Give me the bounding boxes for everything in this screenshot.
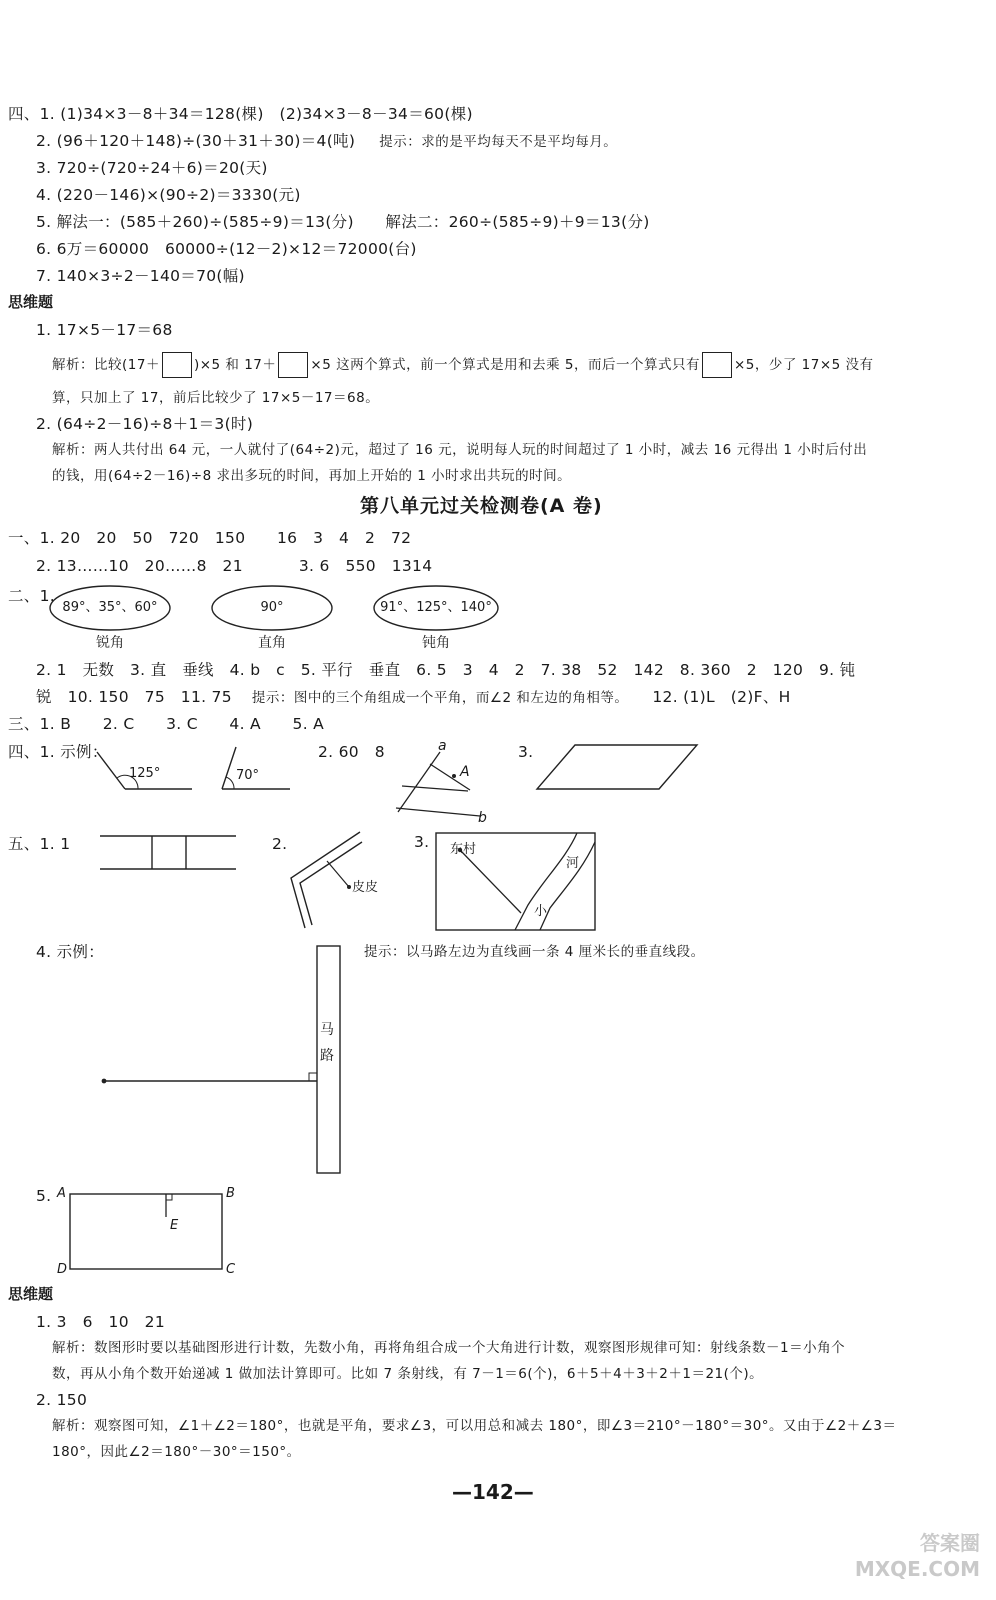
rect-label-B: B [226,1186,235,1201]
oval1-text: 89°、35°、60° [62,600,158,615]
unit8-s1-1: 一、1. 20 20 50 720 150 16 3 4 2 72 [8,529,412,547]
sec4-q7: 7. 140×3÷2－140＝70(幅) [36,267,245,285]
map-river: 河 [566,856,580,871]
label-b: b [478,810,487,826]
unit8-title: 第八单元过关检测卷(A 卷) [360,495,603,517]
think2-a1-exp2: 数，再从小角个数开始递减 1 做加法计算即可。比如 7 条射线，有 7－1＝6(个)，6＋5＋4＋3＋2＋1＝21(个)。 [52,1366,764,1382]
think2-a1-exp1: 解析：数图形时要以基础图形进行计数，先数小角，再将角组合成一个大角进行计数，观察图形规律可知：射线条数－1＝小角个 [52,1340,846,1356]
think2-a2-exp2: 180°，因此∠2＝180°－30°＝150°。 [52,1444,301,1460]
exp-part-a: 解析：比较(17＋ [52,357,160,373]
watermark-logo: 答案圈 MXQE.COM [854,1531,980,1581]
think1-a1: 1. 17×5－17＝68 [36,321,173,339]
unit8-s5-1: 五、1. 1 [8,835,71,853]
think1-a2-exp1: 解析：两人共付出 64 元，一人就付了(64÷2)元，超过了 16 元，说明每人玩的时间超过了 1 小时，减去 16 元得出 1 小时后付出 [52,442,868,458]
unit8-s2-tip: 提示：图中的三个角组成一个平角，而∠2 和左边的角相等。 [251,690,629,706]
oval3-text: 91°、125°、140° [380,600,492,615]
rect-label-A: A [57,1186,66,1201]
map-xiao: 小 [534,904,548,919]
unit8-s2-12: 12. (1)L (2)F、H [652,688,791,706]
unit8-s4-1: 四、1. 示例： [8,743,108,761]
rect-label-E: E [170,1218,179,1233]
sec4-q1: 四、1. (1)34×3－8＋34＝128(棵) (2)34×3－8－34＝60(棵) [8,105,473,123]
exp-part-b: )×5 和 17＋ [193,357,277,373]
unit8-s2-1: 二、1. [8,587,55,605]
angle70-label: 70° [236,768,260,783]
angle125-label: 125° [129,766,161,781]
label-A: A [460,764,470,780]
oval2-label: 直角 [258,635,286,651]
unit8-s5-2: 2. [272,835,288,853]
unit8-s5-4-tip: 提示：以马路左边为直线画一条 4 厘米长的垂直线段。 [364,944,705,960]
road-char-2: 路 [320,1048,334,1064]
unit8-s2-line1: 2. 1 无数 3. 直 垂线 4. b c 5. 平行 垂直 6. 5 3 4 2 7. 38 52 142 8. 360 2 120 9. 钝 [36,661,856,679]
page-number: —142— [452,1480,534,1504]
exp-part-c: ×5 这两个算式，前一个算式是用和去乘 5，而后一个算式只有 [310,357,700,373]
unit8-s2-line2-text: 锐 10. 150 75 11. 75 [36,688,232,706]
think1-a2-exp2: 的钱，用(64÷2－16)÷8 求出多玩的时间，再加上开始的 1 小时求出共玩的时间。 [52,468,572,484]
think2-a2: 2. 150 [36,1391,88,1409]
rectangle-ABCD [70,1194,222,1269]
unit8-s4-2: 2. 60 8 [318,743,385,761]
unit8-s1-3: 3. 6 550 1314 [298,557,433,575]
map-village: 东村 [450,842,477,857]
sec4-q2-text: 2. (96＋120＋148)÷(30＋31＋30)＝4(吨) [36,132,356,150]
rect-label-D: D [57,1262,68,1277]
think1-a2: 2. (64÷2－16)÷8＋1＝3(时) [36,415,254,433]
right-angle-mark-e [166,1194,172,1200]
exp-part-d: ×5，少了 17×5 没有 [733,357,874,373]
oval2-text: 90° [260,600,284,615]
unit8-s1-2-text: 2. 13……10 20……8 21 [36,557,243,575]
rect-label-C: C [226,1262,236,1277]
unit8-s5-5: 5. [36,1187,52,1205]
sec4-q2-tip: 提示：求的是平均每天不是平均每月。 [379,134,618,150]
label-a: a [438,738,447,754]
unit8-s3: 三、1. B 2. C 3. C 4. A 5. A [8,715,325,733]
unit8-s5-4: 4. 示例： [36,943,105,961]
sec4-q4: 4. (220－146)×(90÷2)＝3330(元) [36,186,301,204]
think1-a1-exp2: 算，只加上了 17，前后比较少了 17×5－17＝68。 [52,390,380,406]
think2-a1: 1. 3 6 10 21 [36,1313,165,1331]
think2-heading: 思维题 [8,1285,54,1303]
oval1-label: 锐角 [96,635,124,651]
oval3-label: 钝角 [422,635,450,651]
sec4-q5: 5. 解法一：(585＋260)÷(585÷9)＝13(分) 解法二：260÷(585÷9)＋9＝13(分) [36,213,650,231]
sec4-q6: 6. 6万＝60000 60000÷(12－2)×12＝72000(台) [36,240,417,258]
road-char-1: 马 [320,1022,334,1038]
think2-a2-exp1: 解析：观察图可知，∠1＋∠2＝180°，也就是平角，要求∠3，可以用总和减去 180°，即∠3＝210°－180°＝30°。又由于∠2＋∠3＝ [52,1418,897,1434]
sec4-q3: 3. 720÷(720÷24＋6)＝20(天) [36,159,268,177]
pipi-label: 皮皮 [352,880,379,895]
think1-heading: 思维题 [8,293,54,311]
unit8-s5-3: 3. [414,833,430,851]
unit8-s4-3: 3. [518,743,534,761]
